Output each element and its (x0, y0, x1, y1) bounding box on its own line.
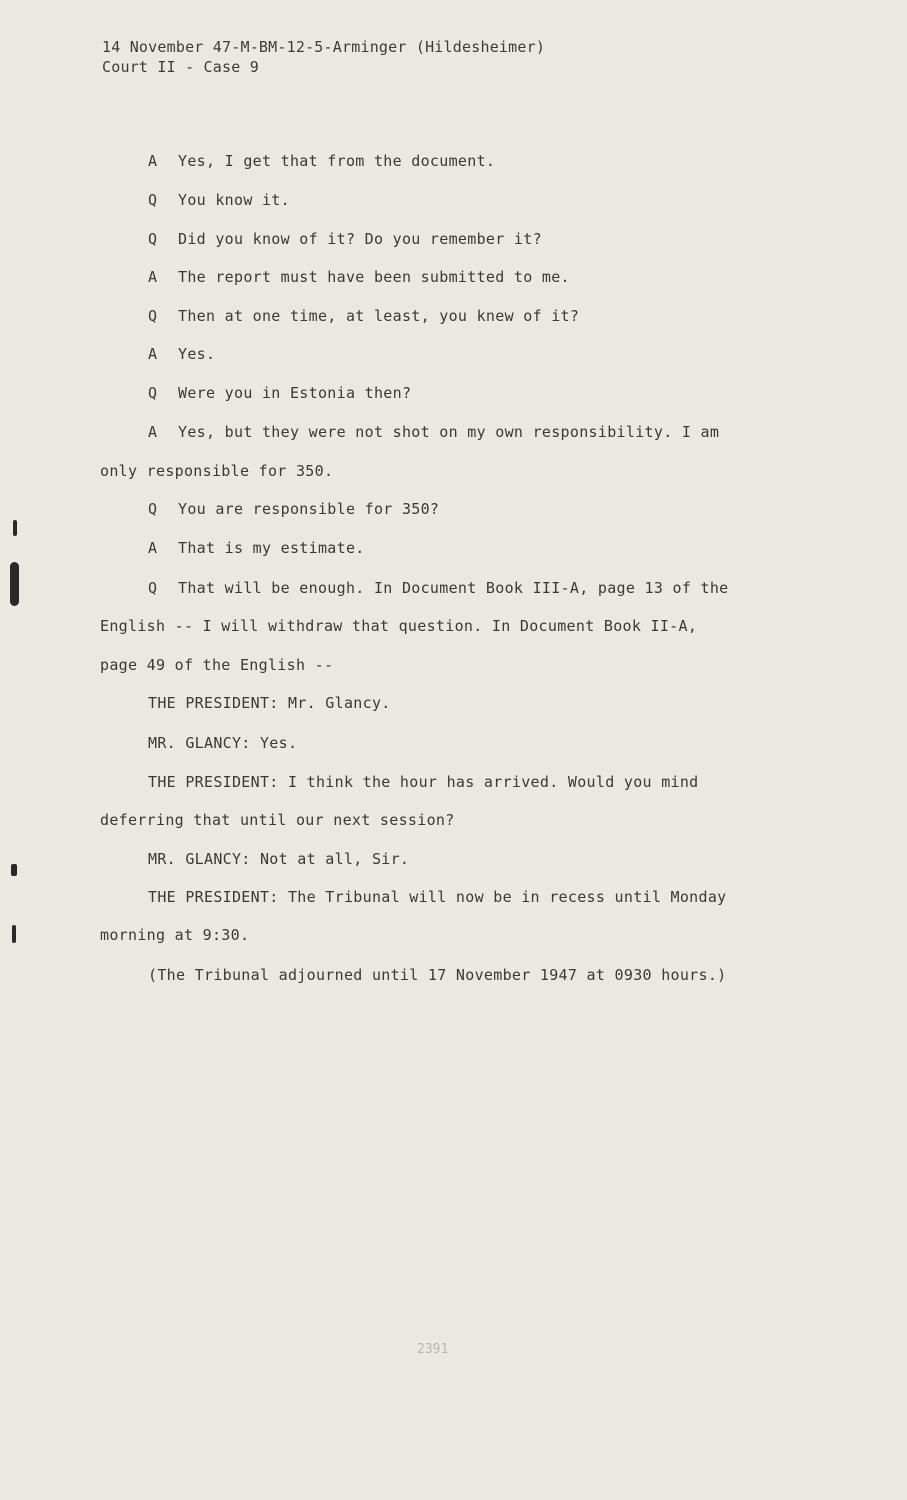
speaker-label: Q (148, 500, 158, 518)
transcript-line (148, 966, 727, 984)
transcript-text: Did you know of it? Do you remember it? (178, 230, 542, 248)
transcript-text: morning at 9:30. (100, 926, 250, 944)
transcript-line (148, 773, 699, 791)
transcript-line (148, 423, 719, 441)
binding-hole-mark (13, 520, 17, 536)
transcript-text: English -- I will withdraw that question. In Document Book II-A, (100, 617, 698, 635)
transcript-text: That is my estimate. (178, 539, 365, 557)
transcript-text: page 49 of the English -- (100, 656, 334, 674)
transcript-line (148, 384, 411, 402)
transcript-line (148, 345, 215, 363)
transcript-line (148, 152, 495, 170)
speaker-label: Q (148, 307, 158, 325)
speaker-label: A (148, 345, 158, 363)
transcript-line (148, 734, 297, 752)
binding-hole-mark (10, 562, 19, 606)
transcript-line (100, 462, 333, 480)
transcript-line (100, 617, 697, 635)
transcript-line (148, 268, 570, 286)
transcript-line (148, 888, 727, 906)
header-court-line: Court II - Case 9 (102, 58, 259, 76)
transcript-line (148, 694, 391, 712)
speaker-label: A (148, 152, 158, 170)
speaker-label: Q (148, 191, 158, 209)
transcript-line (100, 926, 249, 944)
transcript-text: Were you in Estonia then? (178, 384, 412, 402)
transcript-text: Yes, I get that from the document. (178, 152, 496, 170)
transcript-text: You are responsible for 350? (178, 500, 440, 518)
speaker-label: Q (148, 384, 158, 402)
transcript-text: deferring that until our next session? (100, 811, 455, 829)
binding-hole-mark (12, 925, 16, 943)
transcript-text: The report must have been submitted to me. (178, 268, 570, 286)
transcript-text: That will be enough. In Document Book III-A, page 13 of the (178, 579, 729, 597)
transcript-text: THE PRESIDENT: I think the hour has arrived. Would you mind (148, 773, 699, 791)
transcript-line (148, 850, 409, 868)
transcript-line (100, 656, 333, 674)
transcript-line (100, 811, 455, 829)
transcript-line (148, 191, 290, 209)
speaker-label: Q (148, 579, 158, 597)
speaker-label: A (148, 423, 158, 441)
header-date-line: 14 November 47-M-BM-12-5-Arminger (Hildesheimer) (102, 38, 546, 56)
document-header (102, 37, 545, 77)
transcript-text: (The Tribunal adjourned until 17 November 1947 at 0930 hours.) (148, 966, 727, 984)
page-number: 2391 (417, 1342, 449, 1357)
transcript-line (148, 539, 365, 557)
transcript-line (148, 500, 439, 518)
speaker-label: A (148, 268, 158, 286)
transcript-text: Yes. (178, 345, 216, 363)
transcript-text: MR. GLANCY: Not at all, Sir. (148, 850, 410, 868)
transcript-line (148, 307, 579, 325)
speaker-label: Q (148, 230, 158, 248)
transcript-text: Then at one time, at least, you knew of it? (178, 307, 580, 325)
transcript-text: Yes, but they were not shot on my own responsibility. I am (178, 423, 720, 441)
speaker-label: A (148, 539, 158, 557)
transcript-text: THE PRESIDENT: Mr. Glancy. (148, 694, 391, 712)
transcript-text: MR. GLANCY: Yes. (148, 734, 298, 752)
transcript-text: THE PRESIDENT: The Tribunal will now be in recess until Monday (148, 888, 727, 906)
transcript-text: only responsible for 350. (100, 462, 334, 480)
transcript-text: You know it. (178, 191, 290, 209)
transcript-line (148, 579, 729, 597)
binding-hole-mark (11, 864, 17, 876)
transcript-line (148, 230, 542, 248)
